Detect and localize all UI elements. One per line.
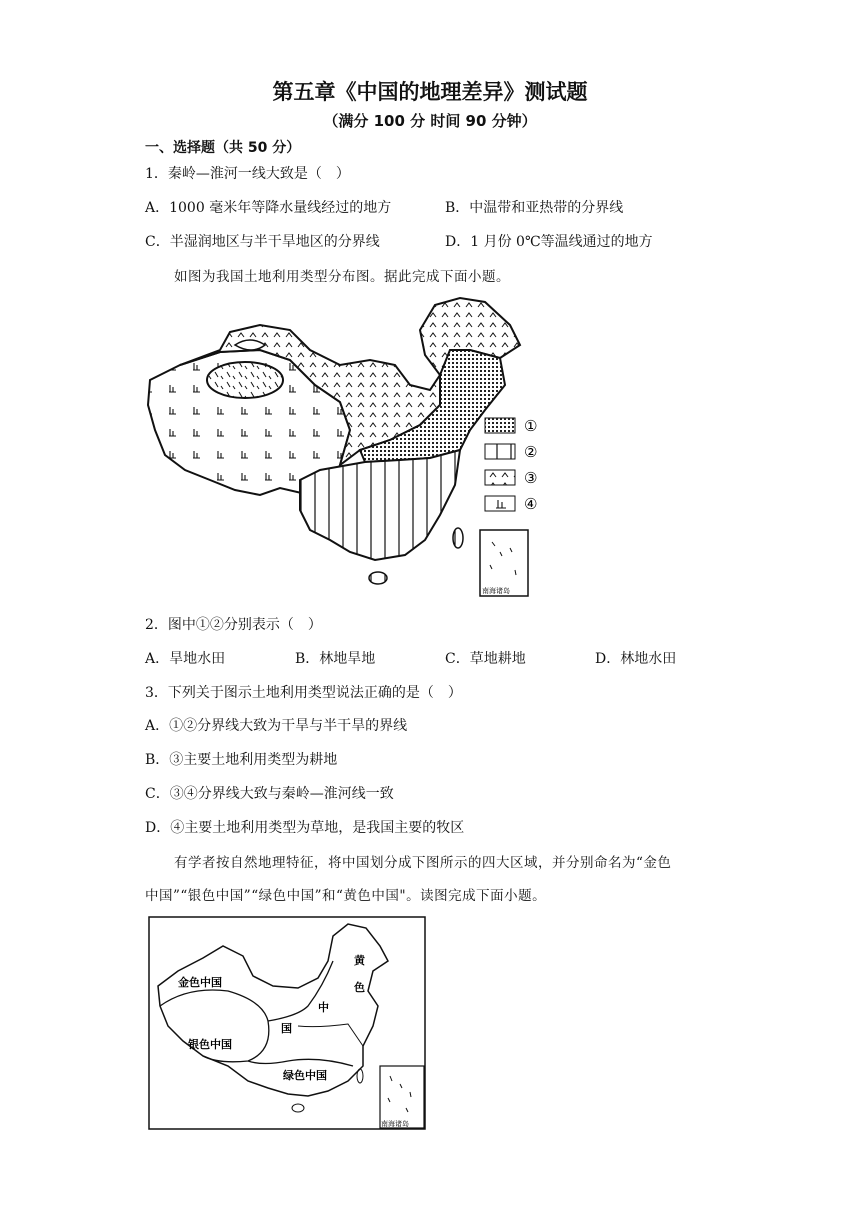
map2-intro-line1: 有学者按自然地理特征，将中国划分成下图所示的四大区域，并分别命名为“金色: [174, 855, 672, 871]
q1-option-d: D．1 月份 0℃等温线通过的地方: [445, 234, 653, 250]
label-se: 色: [354, 981, 365, 994]
map2-inset-label: 南海诸岛: [381, 1120, 409, 1128]
label-golden-china: 金色中国: [178, 976, 222, 989]
legend-4: ④: [524, 495, 538, 513]
legend-3: ③: [524, 469, 538, 487]
page-title: 第五章《中国的地理差异》测试题: [272, 80, 588, 104]
q3-stem: 3．下列关于图示土地利用类型说法正确的是（ ）: [145, 685, 462, 701]
map2-inset: [380, 1066, 424, 1128]
legend-2: ②: [524, 443, 538, 461]
q2-stem: 2．图中①②分别表示（ ）: [145, 617, 322, 633]
land-use-map: [140, 290, 540, 600]
label-silver-china: 银色中国: [188, 1038, 232, 1051]
q2-option-b: B．林地旱地: [295, 651, 376, 667]
label-huang: 黄: [354, 954, 365, 967]
q2-option-a: A．旱地水田: [145, 651, 226, 667]
label-green-china: 绿色中国: [283, 1069, 327, 1082]
q2-option-c: C．草地耕地: [445, 651, 526, 667]
map1-inset: [480, 530, 528, 596]
q3-option-d: D．④主要土地利用类型为草地，是我国主要的牧区: [145, 820, 465, 836]
map1-legend: [485, 417, 537, 513]
four-regions-map: [148, 916, 426, 1130]
map1-intro: 如图为我国土地利用类型分布图。据此完成下面小题。: [174, 269, 510, 285]
label-guo: 国: [281, 1022, 292, 1035]
section-header: 一、选择题（共 50 分）: [145, 140, 301, 156]
q1-stem: 1．秦岭—淮河一线大致是（ ）: [145, 166, 350, 182]
map2-intro-line2: 中国”“银色中国”“绿色中国”和“黄色中国"。读图完成下面小题。: [145, 888, 547, 904]
page-subtitle: （满分 100 分 时间 90 分钟）: [323, 112, 537, 130]
legend-1: ①: [524, 417, 538, 435]
q1-option-c: C．半湿润地区与半干旱地区的分界线: [145, 234, 380, 250]
q2-option-d: D．林地水田: [595, 651, 677, 667]
q1-option-b: B．中温带和亚热带的分界线: [445, 200, 624, 216]
q3-option-a: A．①②分界线大致为干旱与半干旱的界线: [145, 718, 408, 734]
q3-option-b: B．③主要土地利用类型为耕地: [145, 752, 338, 768]
q3-option-c: C．③④分界线大致与秦岭—淮河线一致: [145, 786, 394, 802]
map1-inset-label: 南海诸岛: [482, 587, 510, 595]
q1-option-a: A．1000 毫米年等降水量线经过的地方: [145, 200, 392, 216]
label-zhong: 中: [318, 1001, 329, 1014]
